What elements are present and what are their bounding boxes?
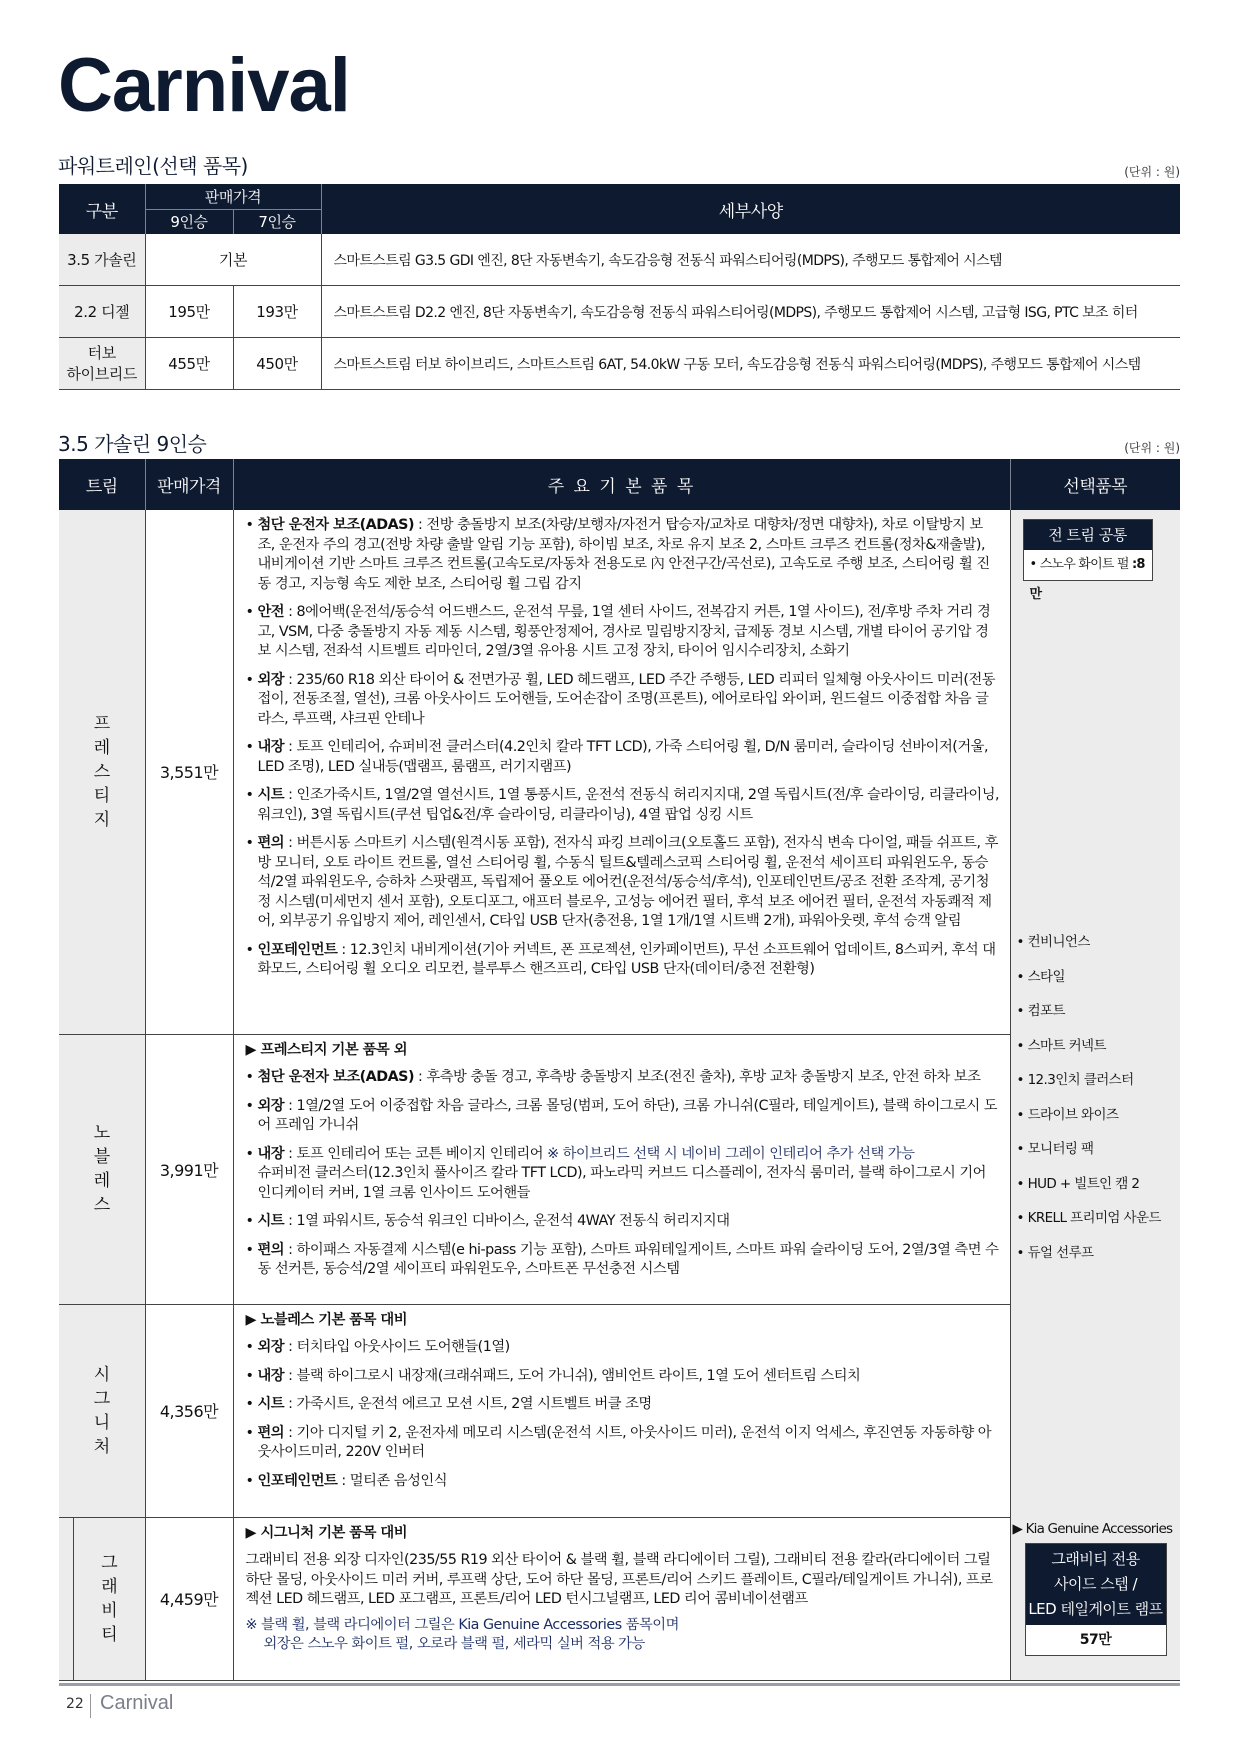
feature-label: 시트 — [257, 787, 285, 803]
feature-label: 외장 — [257, 1097, 285, 1114]
feature-item — [246, 1472, 1000, 1492]
feature-label: 안전 — [257, 604, 285, 620]
engine-spec: 스마트스트림 D2.2 엔진, 8단 자동변속기, 속도감응형 전동식 파워스티어링(MDPS), 주행모드 통합제어 시스템, 고급형 ISG, PTC 보조 히터 — [321, 286, 1180, 338]
gravity-name-box — [74, 1518, 145, 1680]
feature-item — [246, 1424, 1000, 1463]
page-title: Carnival — [58, 43, 350, 128]
price-7seat: 193만 — [233, 286, 321, 338]
feature-label: 편의 — [257, 1241, 285, 1258]
option-package: • 컨비니언스 — [1017, 930, 1161, 965]
header-spec: 세부사양 — [321, 184, 1180, 234]
price-merged: 기본 — [145, 234, 321, 286]
feature-label: 내장 — [257, 1145, 285, 1162]
option-package: • 모니터링 팩 — [1017, 1137, 1161, 1172]
all-trim-header: 전 트림 공통 — [1024, 520, 1152, 550]
feature-label: 인포테인먼트 — [257, 941, 338, 958]
feature-text: : 토프 인테리어 또는 코튼 베이지 인테리어 — [284, 1145, 548, 1162]
trim-name-text: 프레스티지 — [93, 713, 110, 830]
trim-unit: (단위 : 원) — [1124, 441, 1180, 455]
table-row — [59, 338, 1180, 390]
option-package-list — [1017, 930, 1161, 1275]
feature-label: 내장 — [257, 739, 285, 755]
header-9seat: 9인승 — [145, 209, 233, 234]
feature-label: 편의 — [257, 835, 285, 851]
option-package: • 컴포트 — [1017, 999, 1161, 1034]
header-category: 구분 — [85, 201, 118, 222]
gravity-name-wrap — [59, 1518, 145, 1680]
price-7seat: 450만 — [233, 338, 321, 390]
feature-note: ※ 하이브리드 선택 시 네이비 그레이 인테리어 추가 선택 가능 — [547, 1145, 915, 1162]
feature-item — [246, 671, 1000, 730]
trim-name — [59, 1034, 145, 1304]
gravity-indent — [59, 1518, 74, 1680]
feature-text: : 12.3인치 내비게이션(기아 커넥트, 폰 프로젝션, 인카페이먼트), 무선 소프트웨어 업데이트, 8스피커, 후석 대화모드, 스티어링 휠 오디오 리모컨, 블루투스 핸즈프리, C타입 USB 단자(데이터/충전 전환형) — [257, 941, 996, 977]
feature-text: : 하이패스 자동결제 시스템(e hi-pass 기능 포함), 스마트 파워테일게이트, 스마트 파워 슬라이딩 도어, 2열/3열 측면 수동 선커튼, 동승석/2열 세이프티 파워윈도우, 스마트폰 무선충전 시스템 — [257, 1241, 999, 1278]
feature-label: 외장 — [257, 1339, 285, 1356]
options-column — [1010, 510, 1180, 1681]
feature-text: : 가죽시트, 운전석 에르고 모션 시트, 2열 시트벨트 버클 조명 — [284, 1396, 652, 1413]
option-package: • 스마트 커넥트 — [1017, 1034, 1161, 1069]
engine-name: 3.5 가솔린 — [59, 234, 145, 286]
accessory-line3: LED 테일게이트 램프 — [1028, 1600, 1163, 1618]
footer-rule — [59, 1683, 1180, 1686]
trim-price: 3,551만 — [145, 510, 233, 1034]
price-9seat: 455만 — [145, 338, 233, 390]
accessory-name — [1026, 1544, 1166, 1625]
trim-features — [233, 1034, 1010, 1304]
paint-option: • 스노우 화이트 펄 :8만 — [1029, 557, 1145, 602]
feature-label: 외장 — [257, 671, 285, 688]
feature-text: : 후측방 충돌 경고, 후측방 충돌방지 보조(전진 출차), 후방 교차 충돌방지 보조, 안전 하차 보조 — [414, 1069, 981, 1086]
feature-item — [246, 941, 1000, 980]
trim-name — [59, 1517, 145, 1680]
feature-label: 첨단 운전자 보조(ADAS) — [257, 517, 414, 533]
feature-text: : 멀티존 음성인식 — [337, 1472, 448, 1489]
price-9seat: 195만 — [145, 286, 233, 338]
feature-item — [246, 1145, 1000, 1204]
engine-spec: 스마트스트림 G3.5 GDI 엔진, 8단 자동변속기, 속도감응형 전동식 파워스티어링(MDPS), 주행모드 통합제어 시스템 — [321, 234, 1180, 286]
trim-row-prestige — [59, 510, 1180, 1034]
feature-item — [246, 1068, 1000, 1088]
feature-text: : 버튼시동 스마트키 시스템(원격시동 포함), 전자식 파킹 브레이크(오토홀드 포함), 전자식 변속 다이얼, 패들 쉬프트, 후방 모니터, 오토 라이트 컨트롤, 열선 스티어링 휠, 수동식 틸트&텔레스코픽 스티어링 휠, 운전석 세이프티 파워윈도우, 동승석/2열 파워윈도우, 승하차 스팟램프, 독립제어 풀오토 에어컨(운전석/동승석/후석), 인포테인먼트/공조 전환 조작계, 공기청정 시스템(미세먼지 센서 포함), 오토디포그, 애프터 블로우, 고성능 에어컨 필터, 후석 보조 에어컨 필터, 운전석 자동쾌적 제어, 외부공기 유입방지 제어, 레인센서, C타입 USB 단자(충전용, 1열 1개/1열 시트백 2개), 파워아웃렛, 후석 승객 알림 — [257, 835, 998, 929]
feature-item — [246, 834, 1000, 932]
accessory-line2: 사이드 스텝 / — [1053, 1575, 1138, 1593]
feature-text: : 블랙 하이그로시 내장재(크래쉬패드, 도어 가니쉬), 앰비언트 라이트, 1열 도어 센터트림 스티치 — [284, 1367, 861, 1384]
header-trim-price: 판매가격 — [145, 459, 233, 510]
trim-name-text: 그래비티 — [101, 1552, 118, 1645]
feature-item — [246, 516, 1000, 594]
table-row — [59, 234, 1180, 286]
option-package: • 듀얼 선루프 — [1017, 1241, 1161, 1276]
feature-item — [246, 1097, 1000, 1136]
feature-item — [246, 738, 1000, 777]
gravity-note-continued: 외장은 스노우 화이트 펄, 오로라 블랙 펄, 세라믹 실버 적용 가능 — [263, 1636, 645, 1653]
feature-item — [246, 603, 1000, 662]
feature-label: 첨단 운전자 보조(ADAS) — [257, 1069, 414, 1086]
trim-name-text: 노블레스 — [93, 1123, 110, 1216]
accessory-price: 57만 — [1079, 1632, 1112, 1648]
powertrain-unit: (단위 : 원) — [1124, 165, 1180, 179]
kga-label: ▶ Kia Genuine Accessories — [1012, 1521, 1173, 1537]
feature-text: : 1열/2열 도어 이중접합 차음 글라스, 크롬 몰딩(범퍼, 도어 하단), 크롬 가니쉬(C필라, 테일게이트), 블랙 하이그로시 도어 프레임 가니쉬 — [257, 1097, 998, 1134]
trim-table — [59, 459, 1180, 1681]
feature-item — [246, 786, 1000, 825]
trim-features — [233, 510, 1010, 1034]
engine-spec: 스마트스트림 터보 하이브리드, 스마트스트림 6AT, 54.0kW 구동 모터, 속도감응형 전동식 파워스티어링(MDPS), 주행모드 통합제어 시스템 — [321, 338, 1180, 390]
feature-label: 인포테인먼트 — [257, 1472, 338, 1489]
option-package: • HUD + 빌트인 캠 2 — [1017, 1172, 1161, 1207]
trim-section-title: 3.5 가솔린 9인승 — [58, 432, 207, 456]
option-package: • 드라이브 와이즈 — [1017, 1103, 1161, 1138]
feature-item — [246, 1212, 1000, 1232]
header-options: 선택품목 — [1010, 459, 1180, 510]
footer-title: Carnival — [100, 1692, 174, 1714]
feature-text: : 토프 인테리어, 슈퍼비전 클러스터(4.2인치 칼라 TFT LCD), 가죽 스티어링 휠, D/N 룸미러, 슬라이딩 선바이저(거울, LED 조명), LED 실내등(맵램프, 룸램프, 러기지램프) — [257, 739, 989, 775]
trim-name-text: 시그니처 — [93, 1364, 110, 1457]
feature-label: 편의 — [257, 1424, 285, 1441]
gravity-note: ※ 블랙 휠, 블랙 라디에이터 그릴은 Kia Genuine Accessories 품목이며 — [245, 1616, 679, 1633]
gravity-features: 그래비티 전용 외장 디자인(235/55 R19 외산 타이어 & 블랙 휠, 블랙 라디에이터 그릴), 그래비티 전용 칼라(라디에이터 그릴 하단 몰딩, 아웃사이드 미러 커버, 루프랙 상단, 도어 하단 몰딩, 프론트/리어 스키드 플레이트, C필라/테일게이트 가니쉬), 프로젝션 LED 헤드램프, LED 포그램프, 프론트/리어 LED 턴시그널램프, LED 리어 콤비네이션램프 — [245, 1552, 993, 1608]
paint-name: 스노우 화이트 펄 — [1039, 557, 1129, 572]
base-reference: ▶ 프레스티지 기본 품목 외 — [245, 1041, 408, 1058]
accessory-box — [1025, 1543, 1167, 1656]
feature-text: : 터치타입 아웃사이드 도어핸들(1열) — [284, 1339, 510, 1356]
feature-item — [246, 1338, 1000, 1358]
feature-label: 시트 — [257, 1396, 285, 1413]
feature-text-continued: 슈퍼비전 클러스터(12.3인치 풀사이즈 칼라 TFT LCD), 파노라믹 커브드 디스플레이, 전자식 룸미러, 블랙 하이그로시 기어 인디케이터 커버, 1열 크롬 인사이드 도어핸들 — [257, 1165, 986, 1201]
header-7seat: 7인승 — [233, 209, 321, 234]
header-trim: 트림 — [85, 477, 118, 497]
trim-price: 4,356만 — [145, 1304, 233, 1517]
header-price: 판매가격 — [145, 184, 321, 209]
engine-name-line1: 터보 — [87, 343, 116, 362]
base-reference: ▶ 시그니처 기본 품목 대비 — [245, 1524, 408, 1541]
feature-text: : 인조가죽시트, 1열/2열 열선시트, 1열 통풍시트, 운전석 전동식 허리지지대, 2열 독립시트(전/후 슬라이딩, 리클라이닝, 워크인), 3열 독립시트(쿠션 팁업&전/후 슬라이딩, 리클라이닝), 4열 팝업 싱킹 시트 — [257, 787, 1000, 823]
header-features: 주 요 기 본 품 목 — [233, 459, 1010, 510]
engine-name — [59, 338, 145, 390]
trim-price: 3,991만 — [145, 1034, 233, 1304]
trim-features — [233, 1304, 1010, 1517]
option-package: • 스타일 — [1017, 965, 1161, 1000]
feature-item — [246, 1367, 1000, 1387]
base-reference: ▶ 노블레스 기본 품목 대비 — [245, 1311, 408, 1328]
footer-separator — [90, 1694, 91, 1718]
feature-text: : 8에어백(운전석/동승석 어드밴스드, 운전석 무릎, 1열 센터 사이드, 전복감지 커튼, 1열 사이드), 전/후방 주차 거리 경고, VSM, 다중 충돌방지 자동 제동 시스템, 횡풍안정제어, 경사로 밀림방지장치, 급제동 경보 시스템, 개별 타이어 공기압 경보 시스템, 전좌석 시트벨트 리마인더, 2열/3열 유아용 시트 고정 장치, 타이어 임시수리장치, 소화기 — [257, 604, 991, 659]
engine-name-line2: 하이브리드 — [66, 364, 137, 383]
accessory-line1: 그래비티 전용 — [1051, 1550, 1140, 1568]
table-row — [59, 286, 1180, 338]
trim-price: 4,459만 — [145, 1517, 233, 1680]
feature-text: : 1열 파워시트, 동승석 워크인 디바이스, 운전석 4WAY 전동식 허리지지대 — [284, 1213, 730, 1230]
feature-text: : 235/60 R18 외산 타이어 & 전면가공 휠, LED 헤드램프, LED 주간 주행등, LED 리피터 일체형 아웃사이드 미러(전동접이, 전동조절, 열선), 크롬 아웃사이드 도어핸들, 도어손잡이 조명(프론트), 에어로타입 와이퍼, 윈드쉴드 이중접합 차음 글라스, 루프랙, 샤크핀 안테나 — [257, 671, 996, 727]
option-package: • 12.3인치 클러스터 — [1017, 1068, 1161, 1103]
all-trim-option-box — [1023, 519, 1153, 602]
page-number: 22 — [66, 1696, 84, 1712]
powertrain-table — [59, 184, 1180, 390]
feature-item — [246, 1395, 1000, 1415]
paint-price: :8만 — [1029, 557, 1145, 602]
feature-label: 시트 — [257, 1213, 285, 1230]
feature-text: : 전방 충돌방지 보조(차량/보행자/자전거 탑승자/교차로 대향차/정면 대향차), 차로 이탈방지 보조, 운전자 주의 경고(전방 차량 출발 알림 기능 포함), 하이빔 보조, 차로 유지 보조 2, 스마트 크루즈 컨트롤(정차&재출발), 내비게이션 기반 스마트 크루즈 컨트롤(고속도로/자동차 전용도로 內 안전구간/곡선로), 고속도로 주행 보조, 스티어링 휠 진동 경고, 지능형 속도 제한 보조, 스티어링 휠 그립 감지 — [257, 517, 990, 592]
trim-name — [59, 510, 145, 1034]
feature-item — [246, 1241, 1000, 1280]
feature-text: : 기아 디지털 키 2, 운전자세 메모리 시스템(운전석 시트, 아웃사이드 미러), 운전석 이지 억세스, 후진연동 자동하향 아웃사이드미러, 220V 인버터 — [257, 1424, 992, 1461]
powertrain-section-title: 파워트레인(선택 품목) — [58, 154, 248, 178]
engine-name: 2.2 디젤 — [59, 286, 145, 338]
option-package: • KRELL 프리미엄 사운드 — [1017, 1206, 1161, 1241]
trim-features — [233, 1517, 1010, 1680]
feature-label: 내장 — [257, 1367, 285, 1384]
trim-name — [59, 1304, 145, 1517]
